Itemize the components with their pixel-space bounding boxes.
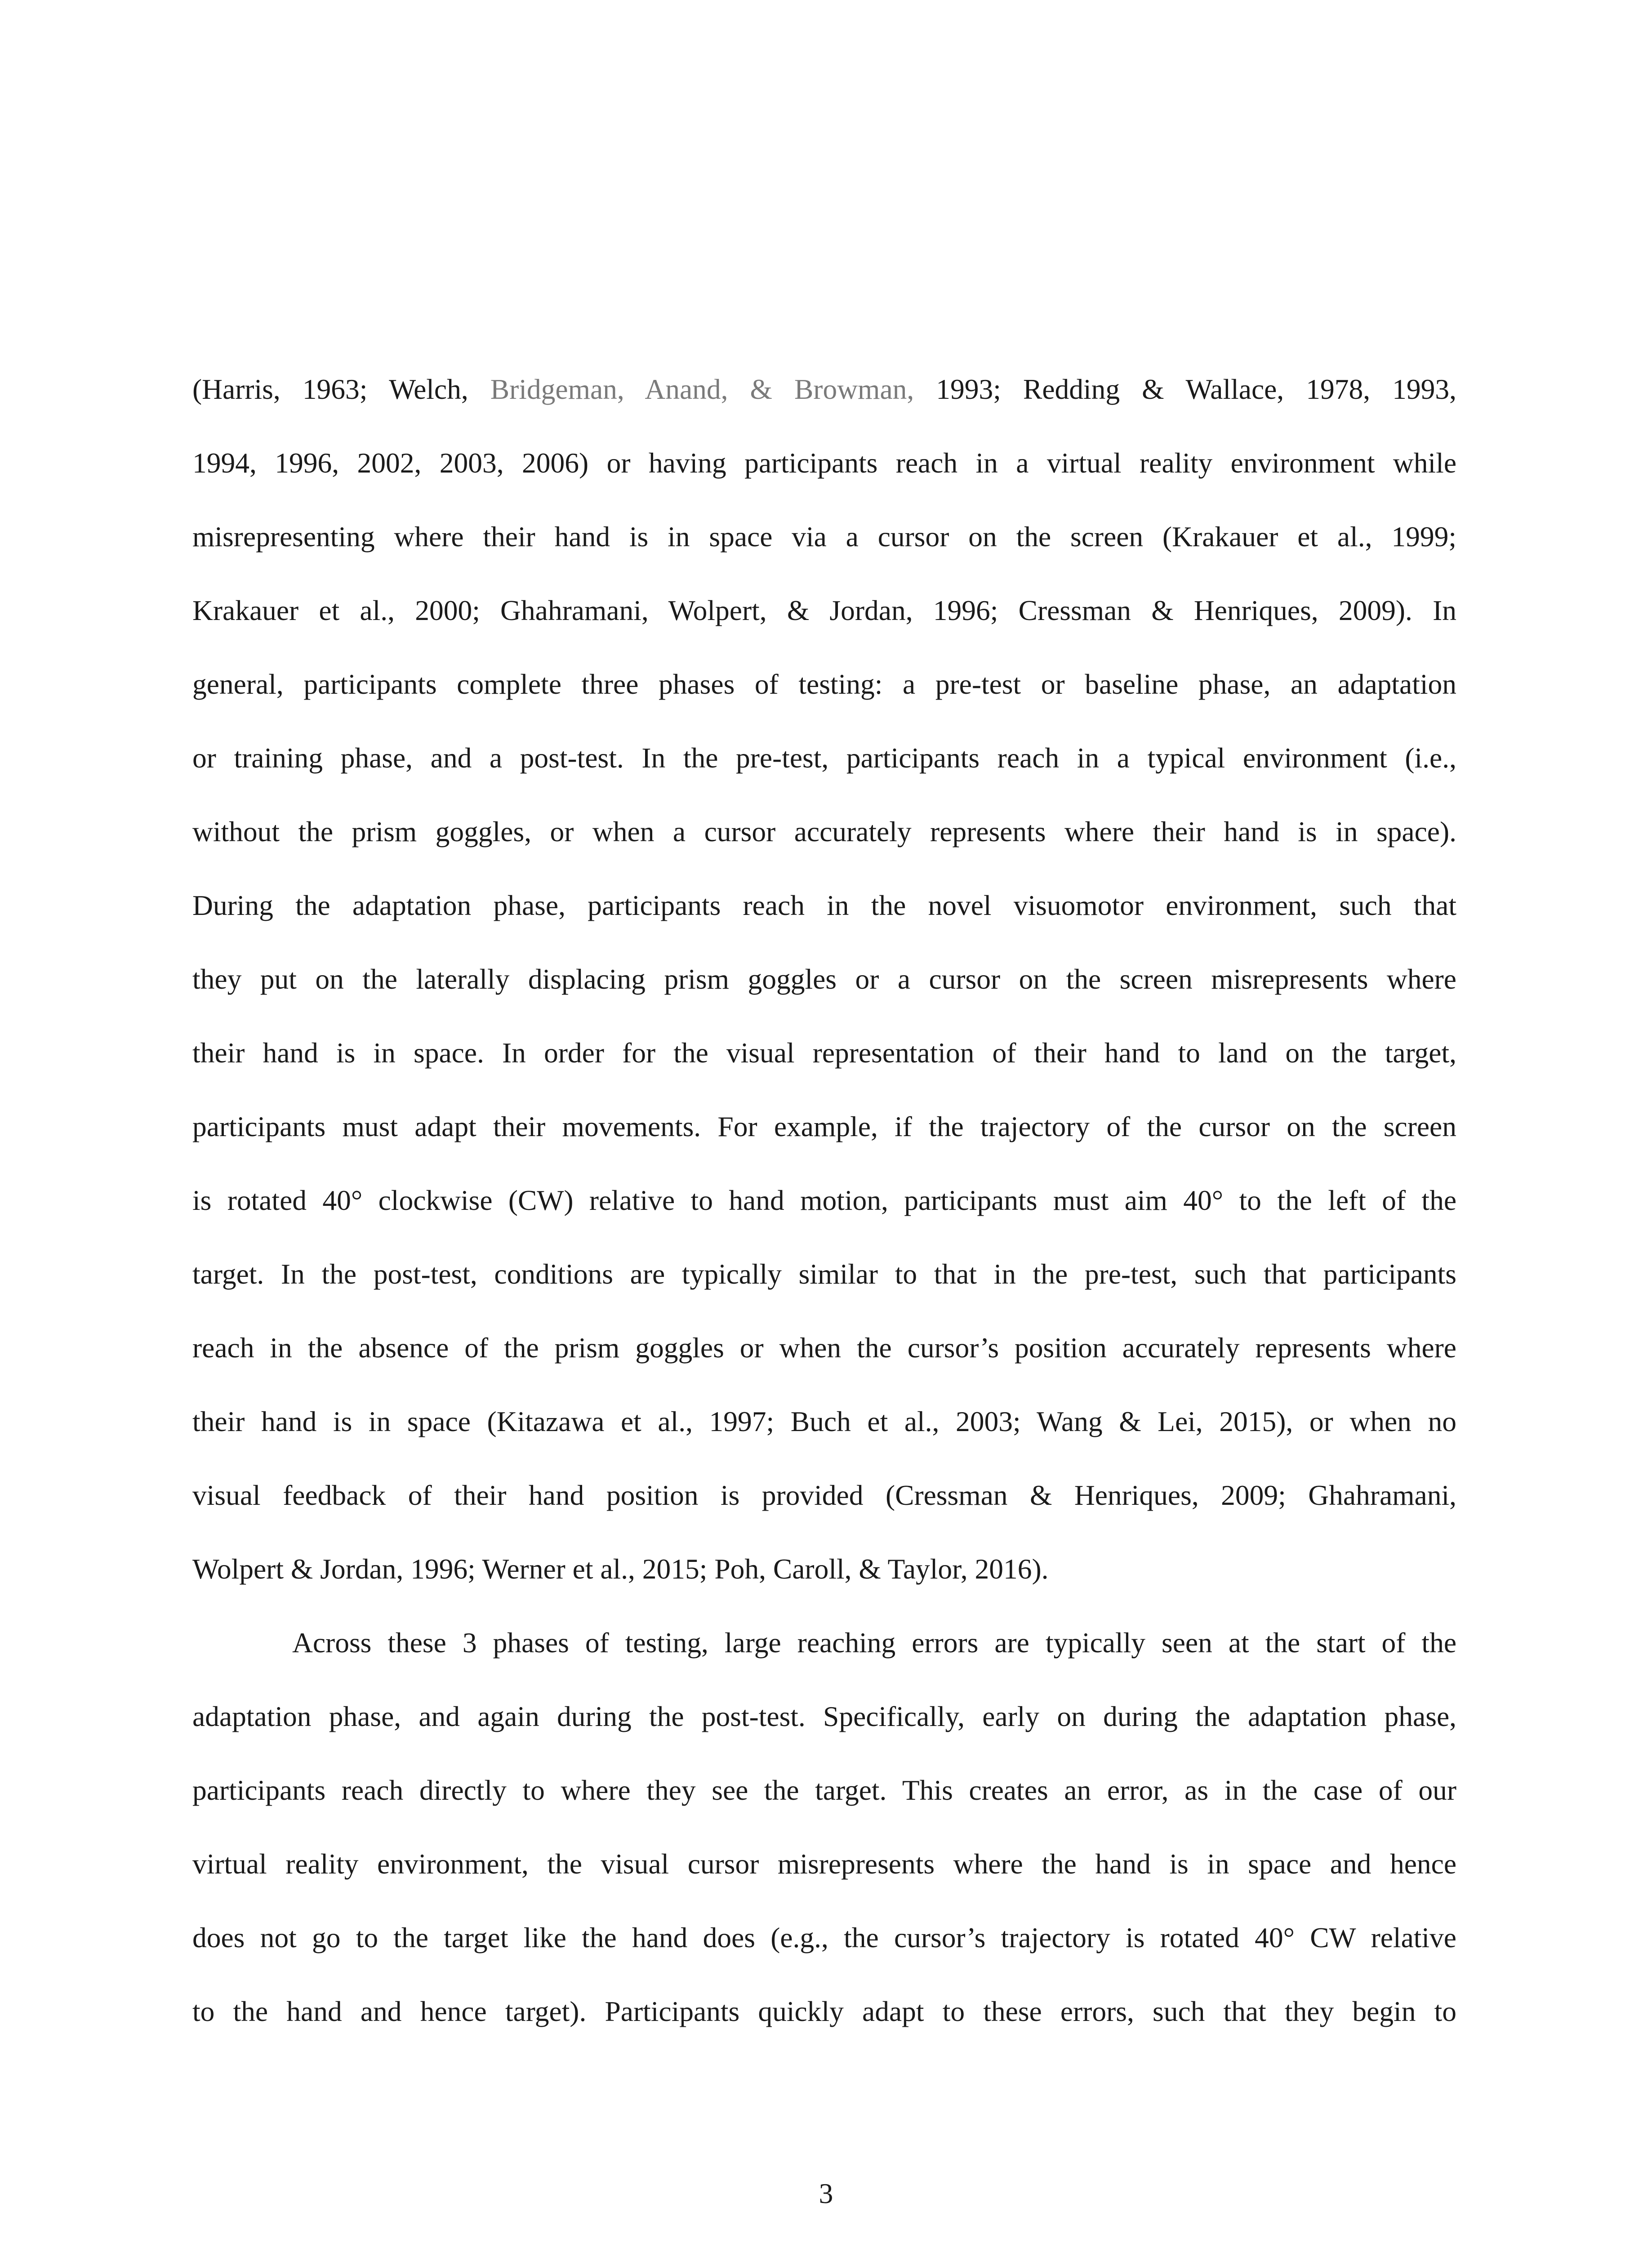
text-line bbox=[192, 369, 1456, 442]
text-line: their hand is in space. In order for the visual representation of their hand to land on the target, bbox=[192, 1037, 1456, 1069]
highlighted-citation: Bridgeman, Anand, & Browman, bbox=[490, 373, 914, 405]
text-line: is rotated 40° clockwise (CW) relative to hand motion, participants must aim 40° to the left of the bbox=[192, 1184, 1456, 1216]
text-line: participants must adapt their movements. For example, if the trajectory of the cursor on the screen bbox=[192, 1111, 1456, 1142]
text-line: During the adaptation phase, participants reach in the novel visuomotor environment, such that bbox=[192, 889, 1456, 921]
text-line: adaptation phase, and again during the post-test. Specifically, early on during the adaptation phase, bbox=[192, 1700, 1456, 1732]
text-line: Wolpert & Jordan, 1996; Werner et al., 2015; Poh, Caroll, & Taylor, 2016). bbox=[192, 1553, 1049, 1585]
text-segment: 1993; Redding & Wallace, 1978, 1993, bbox=[914, 373, 1456, 405]
text-line: without the prism goggles, or when a cursor accurately represents where their hand is in space). bbox=[192, 816, 1456, 847]
text-line: virtual reality environment, the visual cursor misrepresents where the hand is in space and hence bbox=[192, 1848, 1456, 1880]
text-line: Across these 3 phases of testing, large reaching errors are typically seen at the start of the bbox=[292, 1627, 1456, 1659]
text-line: they put on the laterally displacing prism goggles or a cursor on the screen misrepresents where bbox=[192, 963, 1456, 995]
page-number: 3 bbox=[819, 2177, 833, 2209]
text-line: participants reach directly to where they see the target. This creates an error, as in the case of our bbox=[192, 1774, 1456, 1806]
paragraph-1 bbox=[192, 369, 1456, 1622]
text-line: Krakauer et al., 2000; Ghahramani, Wolpert, & Jordan, 1996; Cressman & Henriques, 2009). In bbox=[192, 594, 1456, 626]
text-line: reach in the absence of the prism goggles or when the cursor’s position accurately represents where bbox=[192, 1332, 1456, 1364]
text-line: misrepresenting where their hand is in space via a cursor on the screen (Krakauer et al., 1999; bbox=[192, 521, 1456, 553]
text-line: to the hand and hence target). Participants quickly adapt to these errors, such that they begin to bbox=[192, 1995, 1456, 2027]
text-line: does not go to the target like the hand does (e.g., the cursor’s trajectory is rotated 40° CW relative bbox=[192, 1922, 1456, 1954]
text-line: general, participants complete three phases of testing: a pre-test or baseline phase, an adaptation bbox=[192, 668, 1456, 700]
paragraph-2 bbox=[192, 1622, 1456, 2065]
text-line: or training phase, and a post-test. In the pre-test, participants reach in a typical environment (i.e., bbox=[192, 742, 1456, 774]
text-line: target. In the post-test, conditions are typically similar to that in the pre-test, such that participants bbox=[192, 1258, 1456, 1290]
text-line: 1994, 1996, 2002, 2003, 2006) or having participants reach in a virtual reality environment while bbox=[192, 447, 1456, 479]
text-segment: (Harris, 1963; Welch, bbox=[192, 373, 490, 405]
text-line: visual feedback of their hand position is provided (Cressman & Henriques, 2009; Ghahramani, bbox=[192, 1479, 1456, 1511]
text-line: their hand is in space (Kitazawa et al., 1997; Buch et al., 2003; Wang & Lei, 2015), or when no bbox=[192, 1405, 1456, 1437]
